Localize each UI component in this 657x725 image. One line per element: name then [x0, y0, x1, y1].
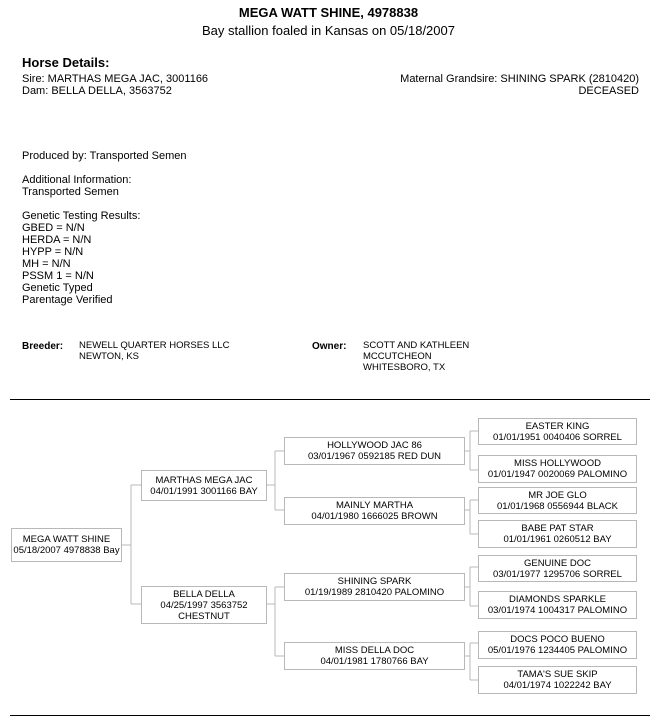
horse-info: 03/01/1974 1004317 PALOMINO — [487, 605, 628, 616]
horse-info: 03/01/1977 1295706 SORREL — [493, 568, 622, 580]
owner-label: Owner: — [312, 341, 347, 352]
pedigree-sire-dam — [284, 497, 465, 525]
horse-name: MARTHAS MEGA JAC — [155, 474, 253, 486]
horse-info: 04/25/1997 3563752 — [160, 599, 248, 611]
genetic-result: MH = N/N — [22, 258, 71, 270]
owner-location: WHITESBORO, TX — [363, 362, 446, 373]
pedigree-dam-sire — [284, 573, 465, 601]
grandsire-status: DECEASED — [578, 85, 639, 97]
pedigree-subject — [11, 528, 122, 562]
horse-info: 01/01/1968 0556944 BLACK — [497, 500, 618, 512]
horse-name: MAINLY MARTHA — [335, 500, 414, 511]
horse-info: 01/01/1951 0040406 SORREL — [493, 431, 622, 443]
horse-info: 04/01/1974 1022242 BAY — [503, 680, 612, 691]
horse-name: HOLLYWOOD JAC 86 — [327, 440, 422, 451]
additional-info-value: Transported Semen — [22, 186, 119, 198]
horse-info: 05/18/2007 4978838 Bay — [13, 545, 120, 556]
horse-info: 04/01/1981 1780766 BAY — [320, 656, 429, 667]
owner-name: SCOTT AND KATHLEEN — [363, 340, 470, 351]
horse-name: MR JOE GLO — [528, 489, 587, 501]
additional-info-label: Additional Information: — [22, 174, 132, 186]
breeder-name: NEWELL QUARTER HORSES LLC — [79, 340, 230, 351]
horse-name: GENUINE DOC — [523, 557, 592, 569]
horse-info: 05/01/1976 1234405 PALOMINO — [487, 645, 628, 656]
horse-name: SHINING SPARK — [337, 576, 412, 587]
produced-by: Produced by: Transported Semen — [22, 150, 187, 162]
pedigree-ggp — [478, 520, 637, 548]
breeder-label: Breeder: — [22, 341, 64, 352]
maternal-grandsire-line: Maternal Grandsire: SHINING SPARK (2810420) — [400, 73, 639, 85]
horse-info: 04/01/1980 1666025 BROWN — [311, 511, 438, 522]
genetic-result: GBED = N/N — [22, 222, 85, 234]
genetic-testing-label: Genetic Testing Results: — [22, 210, 141, 222]
pedigree-ggp — [478, 487, 637, 514]
genetic-result: Parentage Verified — [22, 294, 113, 306]
horse-name: BABE PAT STAR — [521, 523, 594, 534]
horse-name: DOCS POCO BUENO — [510, 634, 605, 645]
pedigree-ggp — [478, 555, 637, 582]
horse-name: EASTER KING — [525, 420, 590, 432]
genetic-result: Genetic Typed — [22, 282, 93, 294]
genetic-result: HERDA = N/N — [22, 234, 92, 246]
horse-name: TAMA'S SUE SKIP — [517, 669, 598, 680]
horse-name: MISS HOLLYWOOD — [514, 458, 601, 469]
pedigree-ggp — [478, 591, 637, 619]
pedigree-dam — [141, 586, 267, 624]
horse-info: 03/01/1967 0592185 RED DUN — [307, 451, 442, 462]
horse-details-heading: Horse Details: — [22, 55, 110, 70]
sire-line: Sire: MARTHAS MEGA JAC, 3001166 — [22, 73, 209, 85]
genetic-result: HYPP = N/N — [22, 246, 84, 258]
pedigree-dam-dam — [284, 642, 465, 670]
horse-info: 04/01/1991 3001166 BAY — [150, 485, 258, 497]
pedigree-sire-sire — [284, 437, 465, 465]
horse-info: 01/01/1961 0260512 BAY — [503, 534, 612, 545]
horse-name: DIAMONDS SPARKLE — [509, 594, 606, 605]
pedigree-ggp — [478, 666, 637, 694]
page-subtitle: Bay stallion foaled in Kansas on 05/18/2007 — [202, 23, 455, 38]
horse-info: 01/01/1947 0020069 PALOMINO — [487, 469, 628, 480]
dam-line: Dam: BELLA DELLA, 3563752 — [22, 85, 172, 97]
divider-bottom — [10, 715, 650, 716]
genetic-result: PSSM 1 = N/N — [22, 270, 94, 282]
pedigree-ggp — [478, 418, 637, 445]
horse-name: MEGA WATT SHINE — [22, 534, 111, 545]
breeder-location: NEWTON, KS — [79, 351, 139, 362]
pedigree-sire — [141, 470, 267, 501]
horse-name: MISS DELLA DOC — [334, 645, 415, 656]
horse-color: CHESTNUT — [178, 610, 230, 622]
horse-info: 01/19/1989 2810420 PALOMINO — [304, 587, 445, 598]
page-title: MEGA WATT SHINE, 4978838 — [238, 5, 419, 20]
pedigree-ggp — [478, 631, 637, 659]
pedigree-ggp — [478, 455, 637, 483]
owner-name-cont: MCCUTCHEON — [363, 351, 432, 362]
horse-name: BELLA DELLA — [173, 588, 235, 600]
